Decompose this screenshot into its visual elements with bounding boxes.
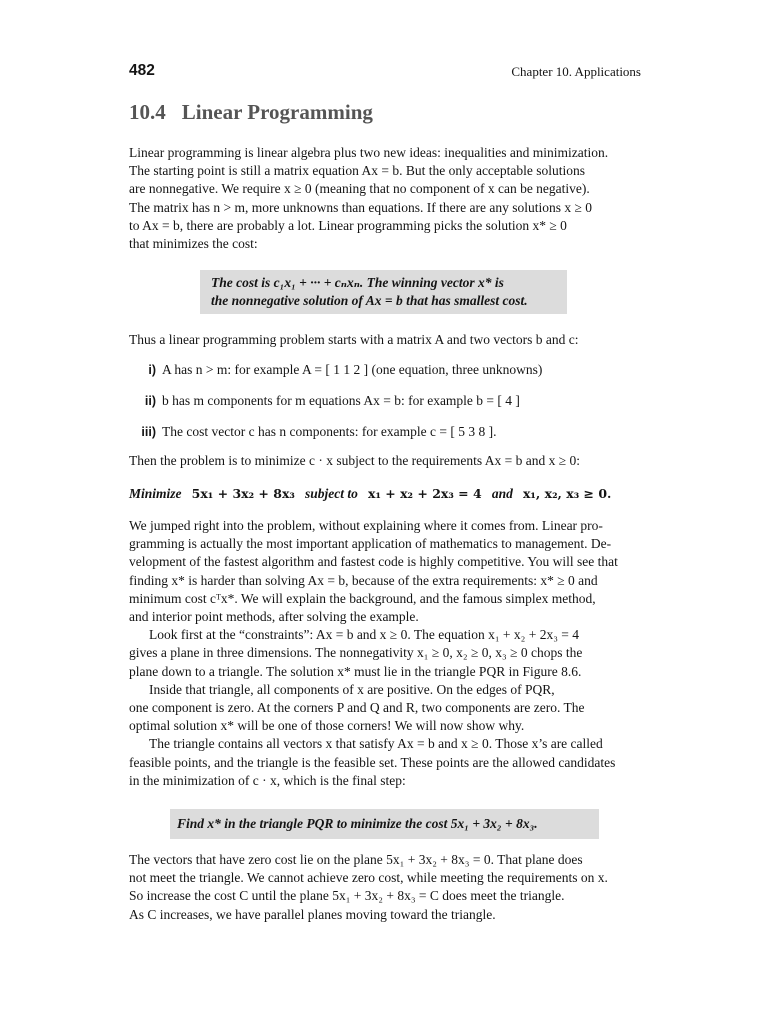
list-item-label: i) (148, 363, 156, 377)
closing-paragraph (129, 851, 641, 924)
intro-paragraph (129, 144, 641, 253)
text-line: Linear programming is linear algebra plus two new ideas: inequalities and minimization. (129, 145, 609, 160)
keyword-and: and (491, 486, 513, 501)
text-line: So increase the cost C until the plane 5x₁ + 3x₂ + 8x₃ = C does meet the triangle. (129, 888, 565, 904)
thus-paragraph (129, 331, 641, 349)
section-title (129, 100, 373, 125)
text-line: are nonnegative. We require x ≥ 0 (meaning that no component of x can be negative). (129, 181, 590, 197)
section-title-text: Linear Programming (181, 100, 373, 124)
cost-expression: 5x₁ + 3x₂ + 8x₃ (191, 486, 295, 501)
text-line: As C increases, we have parallel planes moving toward the triangle. (129, 906, 496, 922)
list-item-label: ii) (144, 394, 156, 408)
text-line: minimum cost cᵀx*. We will explain the background, and the famous simplex method, (129, 590, 596, 606)
text-line: We jumped right into the problem, without explaining where it comes from. Linear pro- (129, 518, 603, 533)
page-number: 482 (129, 62, 155, 79)
text-line: and interior point methods, after solving the example. (129, 609, 419, 625)
text-line: feasible points, and the triangle is the feasible set. These points are the allowed candidates (129, 754, 616, 770)
text-line: optimal solution x* will be one of those corners! We will now show why. (129, 718, 525, 734)
text-line: The vectors that have zero cost lie on the plane 5x₁ + 3x₂ + 8x₃ = 0. That plane does (129, 852, 583, 867)
text-line: Look first at the “constraints”: Ax = b and x ≥ 0. The equation x₁ + x₂ + 2x₃ = 4 (149, 627, 580, 643)
box-line: the nonnegative solution of Ax = b that has smallest cost. (211, 293, 528, 309)
text-line: Then the problem is to minimize c · x subject to the requirements Ax = b and x ≥ 0: (129, 453, 581, 468)
page-header (129, 62, 641, 84)
text-line: plane down to a triangle. The solution x* must lie in the triangle PQR in Figure 8.6. (129, 663, 582, 679)
highlight-box-cost (200, 270, 567, 314)
text-line: to Ax = b, there are probably a lot. Linear programming picks the solution x* ≥ 0 (129, 217, 567, 233)
text-line: gives a plane in three dimensions. The nonnegativity x₁ ≥ 0, x₂ ≥ 0, x₃ ≥ 0 chops the (129, 645, 583, 661)
box-line: The cost is c₁x₁ + ··· + cₙxₙ. The winning vector x* is (211, 275, 504, 290)
list-item-text: The cost vector c has n components: for example c = [ 5 3 8 ]. (162, 424, 497, 439)
list-item-label: iii) (141, 425, 156, 439)
text-line: velopment of the fastest algorithm and fastest code is highly competitive. You will see that (129, 554, 618, 570)
minimize-statement (129, 486, 611, 502)
text-line: not meet the triangle. We cannot achieve zero cost, while meeting the requirements on x. (129, 870, 608, 886)
then-paragraph (129, 452, 641, 470)
nonnegativity-expression: x₁, x₂, x₃ ≥ 0. (522, 486, 612, 501)
section-number: 10.4 (129, 100, 166, 124)
keyword-minimize: Minimize (129, 486, 182, 501)
constraint-expression: x₁ + x₂ + 2x₃ = 4 (368, 486, 482, 501)
running-head-chapter: Chapter 10. Applications (511, 64, 641, 79)
text-line: Inside that triangle, all components of x are positive. On the edges of PQR, (149, 681, 555, 697)
text-line: gramming is actually the most important application of mathematics to management. De- (129, 536, 612, 552)
text-line: finding x* is harder than solving Ax = b, because of the extra requirements: x* ≥ 0 and (129, 572, 598, 588)
highlight-box-find (170, 809, 599, 839)
text-line: Thus a linear programming problem starts with a matrix A and two vectors b and c: (129, 332, 579, 347)
text-line: in the minimization of c · x, which is the final step: (129, 772, 406, 788)
box-line: Find x* in the triangle PQR to minimize the cost 5x₁ + 3x₂ + 8x₃. (177, 816, 538, 831)
text-line: The matrix has n > m, more unknowns than equations. If there are any solutions x ≥ 0 (129, 199, 593, 215)
list-item-text: b has m components for m equations Ax = b: for example b = [ 4 ] (162, 393, 520, 408)
list-item-text: A has n > m: for example A = [ 1 1 2 ] (one equation, three unknowns) (162, 362, 543, 377)
text-line: The triangle contains all vectors x that satisfy Ax = b and x ≥ 0. Those x’s are called (149, 736, 603, 752)
text-line: that minimizes the cost: (129, 236, 258, 252)
body-text (129, 517, 641, 790)
keyword-subject-to: subject to (305, 486, 358, 501)
text-line: The starting point is still a matrix equation Ax = b. But the only acceptable solutions (129, 163, 586, 179)
text-line: one component is zero. At the corners P and Q and R, two components are zero. The (129, 700, 585, 716)
